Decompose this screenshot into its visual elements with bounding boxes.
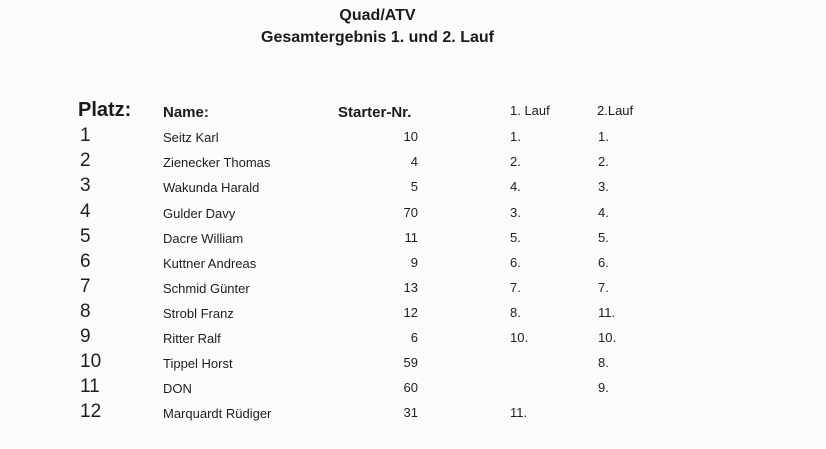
cell-name: Marquardt Rüdiger [163, 406, 272, 421]
cell-lauf-2: 8. [598, 355, 609, 370]
cell-lauf-1: 4. [510, 179, 521, 194]
document-title: Quad/ATV [339, 7, 416, 24]
cell-lauf-2: 1. [598, 129, 609, 144]
header-starter-nr: Starter-Nr. [338, 104, 412, 121]
table-row [0, 326, 826, 354]
document-subtitle: Gesamtergebnis 1. und 2. Lauf [261, 29, 494, 46]
cell-starter-nr: 59 [403, 355, 418, 370]
header-platz: Platz: [78, 99, 132, 121]
cell-lauf-1: 2. [510, 154, 521, 169]
cell-starter-nr: 10 [403, 129, 418, 144]
cell-platz: 7 [80, 276, 91, 297]
cell-name: Strobl Franz [163, 306, 234, 321]
table-row [0, 125, 826, 153]
cell-platz: 6 [80, 251, 91, 272]
cell-lauf-1: 10. [510, 330, 529, 345]
cell-lauf-1: 1. [510, 129, 521, 144]
cell-platz: 9 [80, 326, 91, 347]
cell-name: Ritter Ralf [163, 331, 221, 346]
cell-starter-nr: 70 [403, 205, 418, 220]
cell-lauf-2: 5. [598, 230, 609, 245]
cell-lauf-1: 11. [510, 405, 528, 420]
table-row [0, 251, 826, 279]
cell-platz: 10 [80, 351, 102, 372]
cell-starter-nr: 11 [404, 230, 418, 245]
cell-platz: 5 [80, 226, 91, 247]
cell-name: Dacre William [163, 231, 244, 246]
cell-platz: 4 [80, 201, 91, 222]
cell-lauf-2: 9. [598, 380, 609, 395]
cell-name: Gulder Davy [163, 206, 236, 221]
cell-name: Zienecker Thomas [163, 155, 271, 170]
cell-lauf-1: 8. [510, 305, 521, 320]
cell-name: Tippel Horst [163, 356, 233, 371]
table-row [0, 226, 826, 254]
table-row [0, 351, 826, 379]
cell-name: Kuttner Andreas [163, 256, 257, 271]
cell-starter-nr: 13 [403, 280, 418, 295]
table-row [0, 401, 826, 429]
cell-lauf-2: 3. [598, 179, 609, 194]
cell-name: Seitz Karl [163, 130, 219, 145]
cell-starter-nr: 4 [410, 154, 418, 169]
cell-platz: 8 [80, 301, 91, 322]
cell-name: DON [163, 381, 192, 396]
cell-lauf-2: 2. [598, 154, 609, 169]
cell-starter-nr: 5 [410, 179, 418, 194]
cell-starter-nr: 31 [403, 405, 418, 420]
header-lauf-2: 2.Lauf [597, 103, 634, 118]
table-row [0, 201, 826, 229]
cell-lauf-1: 7. [510, 280, 521, 295]
cell-lauf-2: 6. [598, 255, 609, 270]
cell-lauf-1: 5. [510, 230, 521, 245]
cell-lauf-2: 4. [598, 205, 609, 220]
cell-starter-nr: 12 [403, 305, 418, 320]
table-row [0, 376, 826, 404]
cell-platz: 2 [80, 150, 91, 171]
table-row [0, 301, 826, 329]
table-row [0, 150, 826, 178]
cell-starter-nr: 9 [410, 255, 418, 270]
cell-lauf-2: 11. [598, 305, 616, 320]
cell-starter-nr: 6 [410, 330, 418, 345]
cell-starter-nr: 60 [403, 380, 418, 395]
table-row [0, 276, 826, 304]
cell-name: Schmid Günter [163, 281, 250, 296]
cell-platz: 11 [80, 376, 100, 397]
cell-lauf-1: 3. [510, 205, 521, 220]
cell-lauf-1: 6. [510, 255, 521, 270]
header-name: Name: [163, 104, 209, 121]
cell-name: Wakunda Harald [163, 180, 260, 195]
cell-platz: 1 [80, 125, 91, 146]
cell-platz: 3 [80, 175, 91, 196]
header-lauf-1: 1. Lauf [510, 103, 550, 118]
table-row [0, 175, 826, 203]
cell-platz: 12 [80, 401, 102, 422]
cell-lauf-2: 7. [598, 280, 609, 295]
cell-lauf-2: 10. [598, 330, 617, 345]
